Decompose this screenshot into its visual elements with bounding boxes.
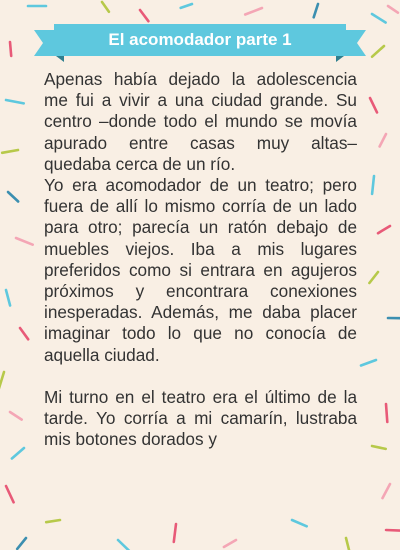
confetti-piece [372, 446, 386, 449]
confetti-piece [10, 412, 22, 420]
confetti-piece [361, 360, 376, 366]
confetti-piece [6, 290, 10, 306]
story-paragraph-2: Yo era acomodador de un teatro; pero fuera de allí lo mismo corría de un lado para otro; parecía un ratón debajo de muebles viejos. Iba a mis lugares preferidos como si entrara en agujeros próximos y encontrara conexiones inesperadas. Además, me daba placer imaginar todo lo que no conocía de aquella ciudad. [44, 175, 357, 365]
confetti-piece [388, 6, 398, 13]
confetti-piece [102, 2, 109, 12]
confetti-piece [372, 46, 384, 57]
confetti-piece [174, 524, 176, 542]
confetti-piece [369, 272, 378, 283]
story-text [44, 69, 357, 450]
confetti-piece [6, 486, 14, 502]
confetti-piece [20, 328, 28, 339]
confetti-piece [118, 540, 130, 550]
confetti-piece [372, 176, 374, 194]
confetti-piece [314, 4, 318, 17]
confetti-piece [140, 10, 148, 21]
confetti-piece [0, 372, 4, 389]
confetti-piece [370, 98, 377, 112]
confetti-piece [17, 538, 26, 549]
confetti-piece [181, 4, 192, 8]
confetti-piece [16, 238, 33, 245]
confetti-piece [383, 484, 391, 498]
confetti-piece [346, 538, 350, 550]
confetti-piece [12, 448, 24, 459]
confetti-piece [245, 8, 262, 15]
story-paragraph-1: Apenas había dejado la adolescencia me fui a vivir a una ciudad grande. Su centro –donde todo el mundo se movía apurado entre casas muy altas– quedaba cerca de un río. [44, 69, 357, 174]
confetti-piece [292, 520, 307, 526]
confetti-piece [6, 100, 24, 103]
confetti-piece [224, 540, 236, 547]
confetti-piece [386, 530, 400, 531]
confetti-piece [372, 14, 386, 23]
banner-title: El acomodador parte 1 [108, 30, 292, 49]
confetti-piece [10, 42, 11, 56]
confetti-piece [380, 134, 386, 147]
story-paragraph-3: Mi turno en el teatro era el último de la tarde. Yo corría a mi camarín, lustraba mis botones dorados y [44, 386, 357, 450]
confetti-piece [46, 520, 60, 522]
confetti-piece [378, 226, 390, 233]
confetti-piece [386, 404, 387, 422]
confetti-piece [2, 150, 18, 153]
title-banner [34, 22, 366, 64]
confetti-piece [8, 192, 18, 202]
